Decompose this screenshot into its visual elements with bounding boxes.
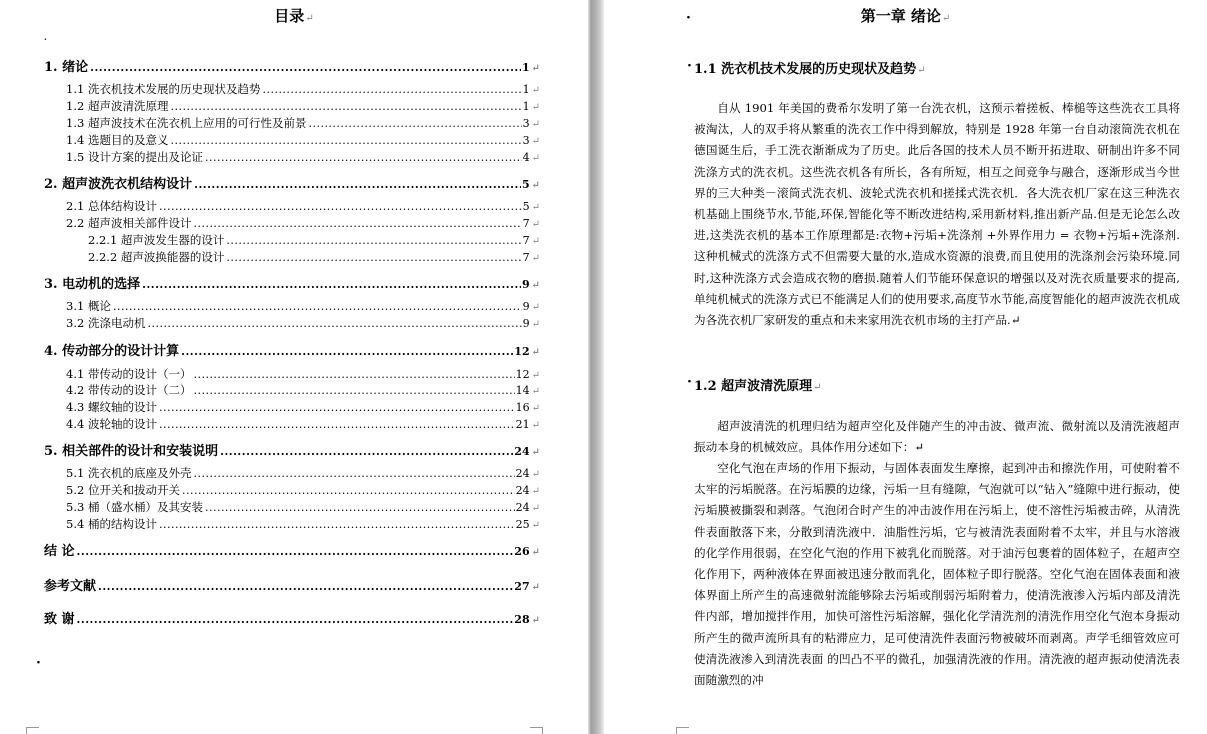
paragraph-mark: ↵ [531, 253, 540, 264]
toc-entry[interactable] [0, 440, 588, 458]
toc-leader-dots [77, 613, 514, 626]
toc-entry[interactable] [0, 132, 588, 150]
toc-entry[interactable] [0, 315, 588, 333]
toc-entry-text: 4.2 带传动的设计（二） [66, 383, 192, 397]
toc-leader-dots [226, 251, 521, 264]
paragraph-mark: ↵ [531, 469, 540, 480]
toc-entry-text: 结 论 [44, 544, 75, 559]
bullet-dot: · [687, 374, 692, 390]
toc-leader-dots [159, 518, 515, 531]
toc-entry[interactable] [0, 340, 588, 358]
toc-entry-text: 4.3 螺纹轴的设计 [66, 400, 157, 414]
toc-leader-dots [220, 445, 513, 458]
toc-leader-dots [226, 234, 521, 247]
toc-entry[interactable] [0, 482, 588, 500]
toc-entry-text: 3.1 概论 [66, 299, 111, 313]
paragraph-mark: ↵ [531, 280, 540, 291]
toc-entry-text: 3. 电动机的选择 [44, 277, 141, 292]
toc-entry[interactable] [0, 608, 588, 626]
toc-page-number: 16 [515, 401, 530, 414]
toc-entry-text: 参考文献 [44, 579, 97, 594]
toc-entry[interactable] [0, 499, 588, 517]
toc-entry-text: 5. 相关部件的设计和安装说明 [44, 444, 219, 459]
paragraph-mark: ↵ [531, 319, 540, 330]
toc-entry-text: 5.3 桶（盛水桶）及其安装 [66, 500, 203, 514]
toc-entry-text: 3.2 洗涤电动机 [66, 316, 146, 330]
toc-entry-text: 2.1 总体结构设计 [66, 199, 157, 213]
toc-page [0, 0, 588, 734]
toc-leader-dots [193, 384, 514, 397]
paragraph-mark: ↵ [531, 520, 540, 531]
chapter-title: 第一章 绪论↵ [860, 7, 951, 25]
section-heading-1-2: 1.2 超声波清洗原理↵ [694, 379, 822, 394]
toc-entry[interactable] [0, 149, 588, 167]
toc-entry[interactable] [0, 298, 588, 316]
bullet-dot: · [44, 34, 47, 44]
paragraph-1-2b: 空化气泡在声场的作用下振动，与固体表面发生摩擦，起到冲击和擦洗作用，可使附着不太牢的污垢脱落。在污垢膜的边缘，污垢一旦有缝隙，气泡就可以“钻入”缝隙中进行振动，使污垢膜被撕裂和剥落。气泡闭合时产生的冲击波作用在污垢上，使不溶性污垢被击碎，从清洗件表面散落下来，分散到清洗液中．油脂性污垢，它与被清洗表面附着不太牢，并且与水溶液的化学作用很弱，在空化气泡的作用下被乳化而脱落。对于油污包裹着的固体粒子，在超声空化作用下，两种液体在界面被迅速分散而乳化，固体粒子即行脱落。空化气泡在固体表面和液体界面上所产生的高速微射流能够除去污垢或削弱污垢附着力，使清洗液渗入污垢内部及清洗件内部，增加搅拌作用，加快可溶性污垢溶解，强化化学清洗剂的清洗作用空化气泡本身振动所产生的微声流所具有的粘滞应力，足可使清洗件表面污物被破坏而剥离。声学毛细管效应可使清洗液渗入到清洗表面 的凹凸不平的微孔，加强清洗液的作用。清洗液的超声振动使清洗表面随激烈的冲 [694, 461, 1180, 688]
paragraph-mark: ↵ [531, 347, 540, 358]
toc-page-number: 9 [521, 278, 530, 291]
toc-entry-text: 致 谢 [44, 612, 75, 627]
toc-title: 目录↵ [274, 7, 314, 25]
toc-entry-text: 5.4 桶的结构设计 [66, 517, 157, 531]
toc-page-number: 3 [522, 134, 530, 147]
toc-page-number: 5 [521, 178, 530, 191]
toc-leader-dots [181, 345, 513, 358]
toc-leader-dots [170, 134, 521, 147]
page-gutter [588, 0, 604, 734]
bullet-dot: · [686, 10, 691, 26]
toc-page-number: 1 [522, 83, 530, 96]
toc-page-number: 9 [522, 317, 530, 330]
page-corner-mark [530, 727, 543, 734]
toc-entry-text: 1.3 超声波技术在洗衣机上应用的可行性及前景 [66, 116, 307, 130]
toc-entry[interactable] [0, 575, 588, 593]
toc-page-number: 21 [515, 418, 530, 431]
page-corner-mark [676, 727, 689, 734]
toc-page-number: 24 [514, 445, 530, 458]
toc-page-number: 5 [522, 200, 530, 213]
toc-leader-dots [193, 217, 521, 230]
paragraph-mark: ↵ [531, 547, 540, 558]
toc-leader-dots [159, 401, 515, 414]
bullet-dot: · [687, 58, 692, 74]
toc-leader-dots [205, 501, 515, 514]
toc-entry-text: 5.1 洗衣机的底座及外壳 [66, 466, 192, 480]
toc-entry-text: 2.2.1 超声波发生器的设计 [88, 233, 225, 247]
toc-entry[interactable] [0, 516, 588, 534]
paragraph-1-1: 自从 1901 年美国的费希尔发明了第一台洗衣机，这预示着搓板、棒槌等这些洗衣工具将被淘汰，人的双手将从繁重的洗衣工作中得到解放，特别是 1928 年第一台自动滚筒洗衣机在德国诞生后，手工洗衣渐渐成为了历史。此后各国的技术人员不断开拓进取、研制出许多不同洗涤方式的洗衣机。这些洗衣机各有所长，各有所短，相互之间竞争与融合，逐渐形成当今世界的三大种类－滚筒式洗衣机、波轮式洗衣机和搓揉式洗衣机．各大洗衣机厂家在这三种洗衣机基础上围绕节水,节能,环保,智能化等不断改进结构,采用新材料,推出新产品.但是无论怎么改进,这类洗衣机的基本工作原理都是:衣物+污垢+洗涤剂 +外界作用力 = 衣物+污垢+洗涤剂.这种机械式的洗涤方式不但需要大量的水,造成水资源的浪费,而且使用的洗涤剂会污染环境.同时,这种洗涤方式会造成衣物的磨损.随着人们节能环保意识的增强以及对洗衣质量要求的提高,单纯机械式的洗涤方式已不能满足人们的使用要求,高度节水节能,高度智能化的超声波洗衣机成为各洗衣机厂家研发的重点和未来家用洗衣机市场的主打产品.↵ [694, 101, 1180, 328]
toc-leader-dots [142, 278, 521, 291]
toc-entry-text: 2.2.2 超声波换能器的设计 [88, 250, 225, 264]
toc-leader-dots [170, 100, 521, 113]
paragraph-mark: ↵ [531, 486, 540, 497]
toc-leader-dots [98, 580, 513, 593]
toc-leader-dots [262, 83, 521, 96]
toc-page-number: 14 [515, 384, 530, 397]
toc-entry-text: 1. 绪论 [44, 60, 89, 75]
paragraph-mark: ↵ [531, 236, 540, 247]
toc-leader-dots [159, 418, 515, 431]
toc-entry[interactable] [0, 173, 588, 191]
toc-entry[interactable] [0, 81, 588, 99]
toc-page-number: 24 [515, 467, 530, 480]
toc-entry[interactable] [0, 249, 588, 267]
page-corner-mark [26, 727, 39, 734]
toc-leader-dots [147, 317, 521, 330]
toc-page-number: 24 [515, 501, 530, 514]
toc-page-number: 3 [522, 117, 530, 130]
toc-entry[interactable] [0, 399, 588, 417]
toc-entry[interactable] [0, 198, 588, 216]
toc-page-number: 12 [514, 345, 530, 358]
toc-entry-text: 4. 传动部分的设计计算 [44, 344, 180, 359]
toc-leader-dots [205, 151, 522, 164]
toc-entry-text: 1.4 选题目的及意义 [66, 133, 169, 147]
paragraph-1-2a: 超声波清洗的机理归结为超声空化及伴随产生的冲击波、微声流、微射流以及清洗液超声振动本身的机械效应。具体作用分述如下：↵ [694, 419, 1180, 455]
toc-page-number: 26 [514, 545, 530, 558]
toc-leader-dots [193, 467, 514, 480]
toc-leader-dots [194, 178, 521, 191]
toc-leader-dots [308, 117, 521, 130]
paragraph-mark: ↵ [531, 202, 540, 213]
toc-entry-text: 1.1 洗衣机技术发展的历史现状及趋势 [66, 82, 261, 96]
toc-entry[interactable] [0, 115, 588, 133]
toc-page-number: 12 [515, 368, 530, 381]
paragraph-mark: ↵ [531, 447, 540, 458]
toc-page-number: 1 [522, 100, 530, 113]
toc-entry-text: 1.2 超声波清洗原理 [66, 99, 169, 113]
paragraph-mark: ↵ [531, 102, 540, 113]
paragraph-mark: ↵ [531, 153, 540, 164]
paragraph-mark: ↵ [531, 219, 540, 230]
paragraph-mark: ↵ [531, 403, 540, 414]
toc-entry[interactable] [0, 416, 588, 434]
toc-leader-dots [182, 484, 515, 497]
toc-leader-dots [193, 368, 514, 381]
paragraph-mark: ↵ [531, 503, 540, 514]
toc-page-number: 7 [522, 234, 530, 247]
toc-leader-dots [159, 200, 522, 213]
toc-page-number: 7 [522, 217, 530, 230]
toc-leader-dots [113, 300, 522, 313]
toc-entry[interactable] [0, 215, 588, 233]
toc-page-number: 28 [514, 613, 530, 626]
paragraph-mark: ↵ [531, 63, 540, 74]
toc-entry[interactable] [0, 98, 588, 116]
toc-page-number: 7 [522, 251, 530, 264]
toc-entry[interactable] [0, 382, 588, 400]
paragraph-mark: ↵ [531, 420, 540, 431]
toc-page-number: 4 [522, 151, 530, 164]
paragraph-mark: ↵ [531, 136, 540, 147]
toc-entry-text: 2. 超声波洗衣机结构设计 [44, 177, 193, 192]
toc-entry-text: 4.4 波轮轴的设计 [66, 417, 157, 431]
toc-entry[interactable] [0, 540, 588, 558]
toc-page-number: 25 [515, 518, 530, 531]
paragraph-mark: ↵ [531, 85, 540, 96]
toc-page-number: 1 [521, 61, 530, 74]
toc-entry-text: 5.2 位开关和拔动开关 [66, 483, 180, 497]
chapter-page [604, 0, 1207, 734]
bullet-dot: · [36, 655, 41, 671]
toc-page-number: 24 [515, 484, 530, 497]
toc-page-number: 9 [522, 300, 530, 313]
toc-entry[interactable] [0, 232, 588, 250]
paragraph-mark: ↵ [531, 582, 540, 593]
toc-entry[interactable] [0, 465, 588, 483]
section-heading-1-1: 1.1 洗衣机技术发展的历史现状及趋势↵ [694, 62, 926, 77]
toc-entry-text: 4.1 带传动的设计（一） [66, 367, 192, 381]
paragraph-mark: ↵ [531, 180, 540, 191]
toc-entry-text: 2.2 超声波相关部件设计 [66, 216, 192, 230]
paragraph-mark: ↵ [531, 386, 540, 397]
toc-page-number: 27 [514, 580, 530, 593]
paragraph-mark: ↵ [531, 615, 540, 626]
toc-entry[interactable] [0, 56, 588, 74]
paragraph-mark: ↵ [531, 119, 540, 130]
paragraph-mark: ↵ [531, 370, 540, 381]
paragraph-mark: ↵ [531, 302, 540, 313]
toc-leader-dots [90, 61, 521, 74]
toc-leader-dots [77, 545, 514, 558]
toc-entry-text: 1.5 设计方案的提出及论证 [66, 150, 203, 164]
toc-entry[interactable] [0, 273, 588, 291]
